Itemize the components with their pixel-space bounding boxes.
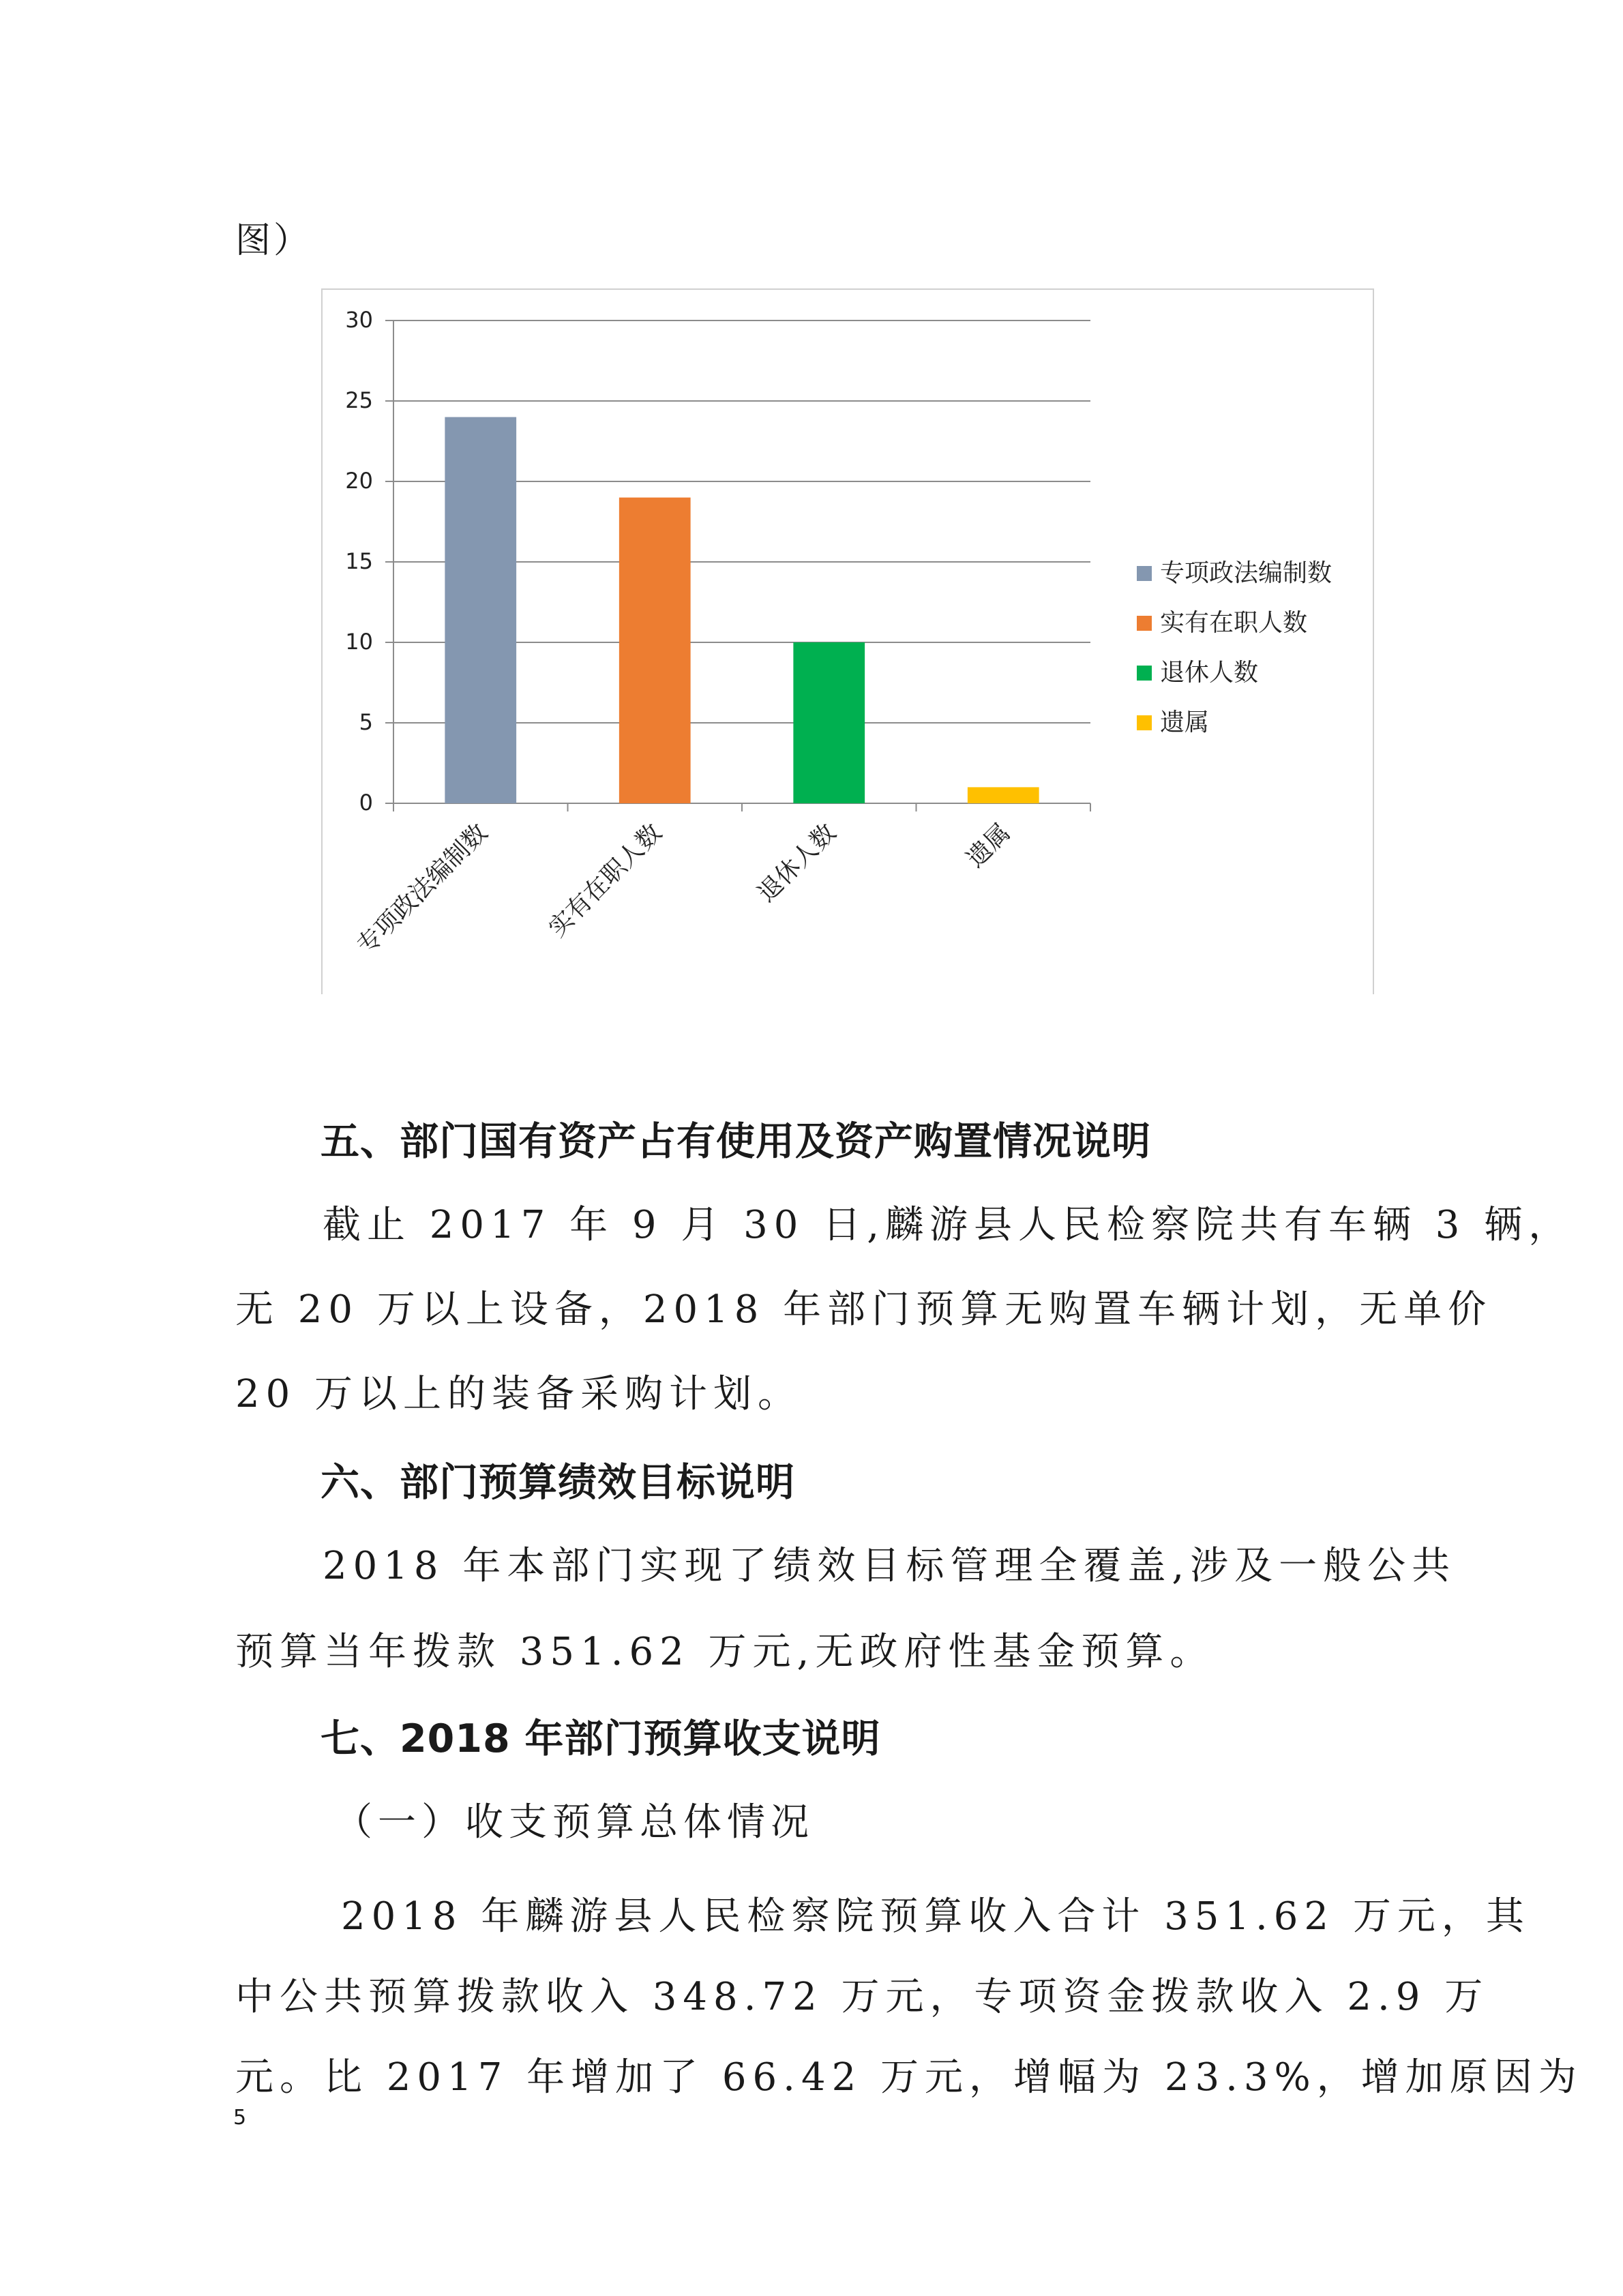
y-tick-label: 0 — [359, 790, 373, 816]
section-6-paragraph-line-2: 预算当年拨款 351.62 万元,无政府性基金预算。 — [235, 1630, 1215, 1674]
bar — [445, 417, 516, 803]
section-heading-6: 六、部门预算绩效目标说明 — [321, 1460, 795, 1505]
page-number: 5 — [233, 2106, 247, 2130]
section-6-paragraph-line-1: 2018 年本部门实现了绩效目标管理全覆盖,涉及一般公共 — [323, 1544, 1457, 1588]
section-5-paragraph-line-1: 截止 2017 年 9 月 30 日,麟游县人民检察院共有车辆 3 辆， — [323, 1203, 1573, 1247]
bar — [793, 642, 865, 803]
section-7-subheading-1: （一）收支预算总体情况 — [334, 1800, 814, 1845]
legend-swatch — [1137, 666, 1152, 681]
x-tick-label: 遗属 — [961, 818, 1016, 874]
section-5-paragraph-line-2: 无 20 万以上设备，2018 年部门预算无购置车辆计划，无单价 — [235, 1287, 1493, 1332]
section-7-paragraph-line-2: 中公共预算拨款收入 348.72 万元，专项资金拨款收入 2.9 万 — [235, 1975, 1489, 2019]
y-tick-label: 10 — [345, 629, 373, 655]
section-7-paragraph-line-3: 元。比 2017 年增加了 66.42 万元，增幅为 23.3%，增加原因为 — [235, 2055, 1583, 2100]
legend-label: 退休人数 — [1160, 659, 1259, 687]
y-tick-label: 30 — [345, 307, 373, 333]
chart-frame — [321, 288, 1374, 994]
legend-label: 遗属 — [1160, 709, 1210, 736]
section-heading-7: 七、2018 年部门预算收支说明 — [321, 1716, 881, 1761]
bar-chart — [323, 290, 1375, 996]
legend-label: 专项政法编制数 — [1160, 559, 1332, 587]
y-tick-label: 20 — [345, 468, 373, 494]
y-tick-label: 25 — [345, 387, 373, 413]
continuation-text: 图） — [235, 220, 312, 261]
bar — [968, 787, 1039, 803]
section-5-paragraph-line-3: 20 万以上的装备采购计划。 — [235, 1372, 803, 1416]
legend-swatch — [1137, 616, 1152, 631]
legend-label: 实有在职人数 — [1160, 609, 1308, 637]
section-7-paragraph-line-1: 2018 年麟游县人民检察院预算收入合计 351.62 万元，其 — [341, 1894, 1530, 1939]
x-tick-label: 退休人数 — [752, 818, 842, 908]
y-tick-label: 5 — [359, 709, 373, 735]
section-heading-5: 五、部门国有资产占有使用及资产购置情况说明 — [321, 1119, 1151, 1164]
legend-swatch — [1137, 566, 1152, 581]
x-tick-label: 实有在职人数 — [543, 818, 668, 943]
x-tick-label: 专项政法编制数 — [351, 818, 494, 960]
legend-swatch — [1137, 715, 1152, 730]
bar — [619, 498, 691, 803]
y-tick-label: 15 — [345, 548, 373, 574]
